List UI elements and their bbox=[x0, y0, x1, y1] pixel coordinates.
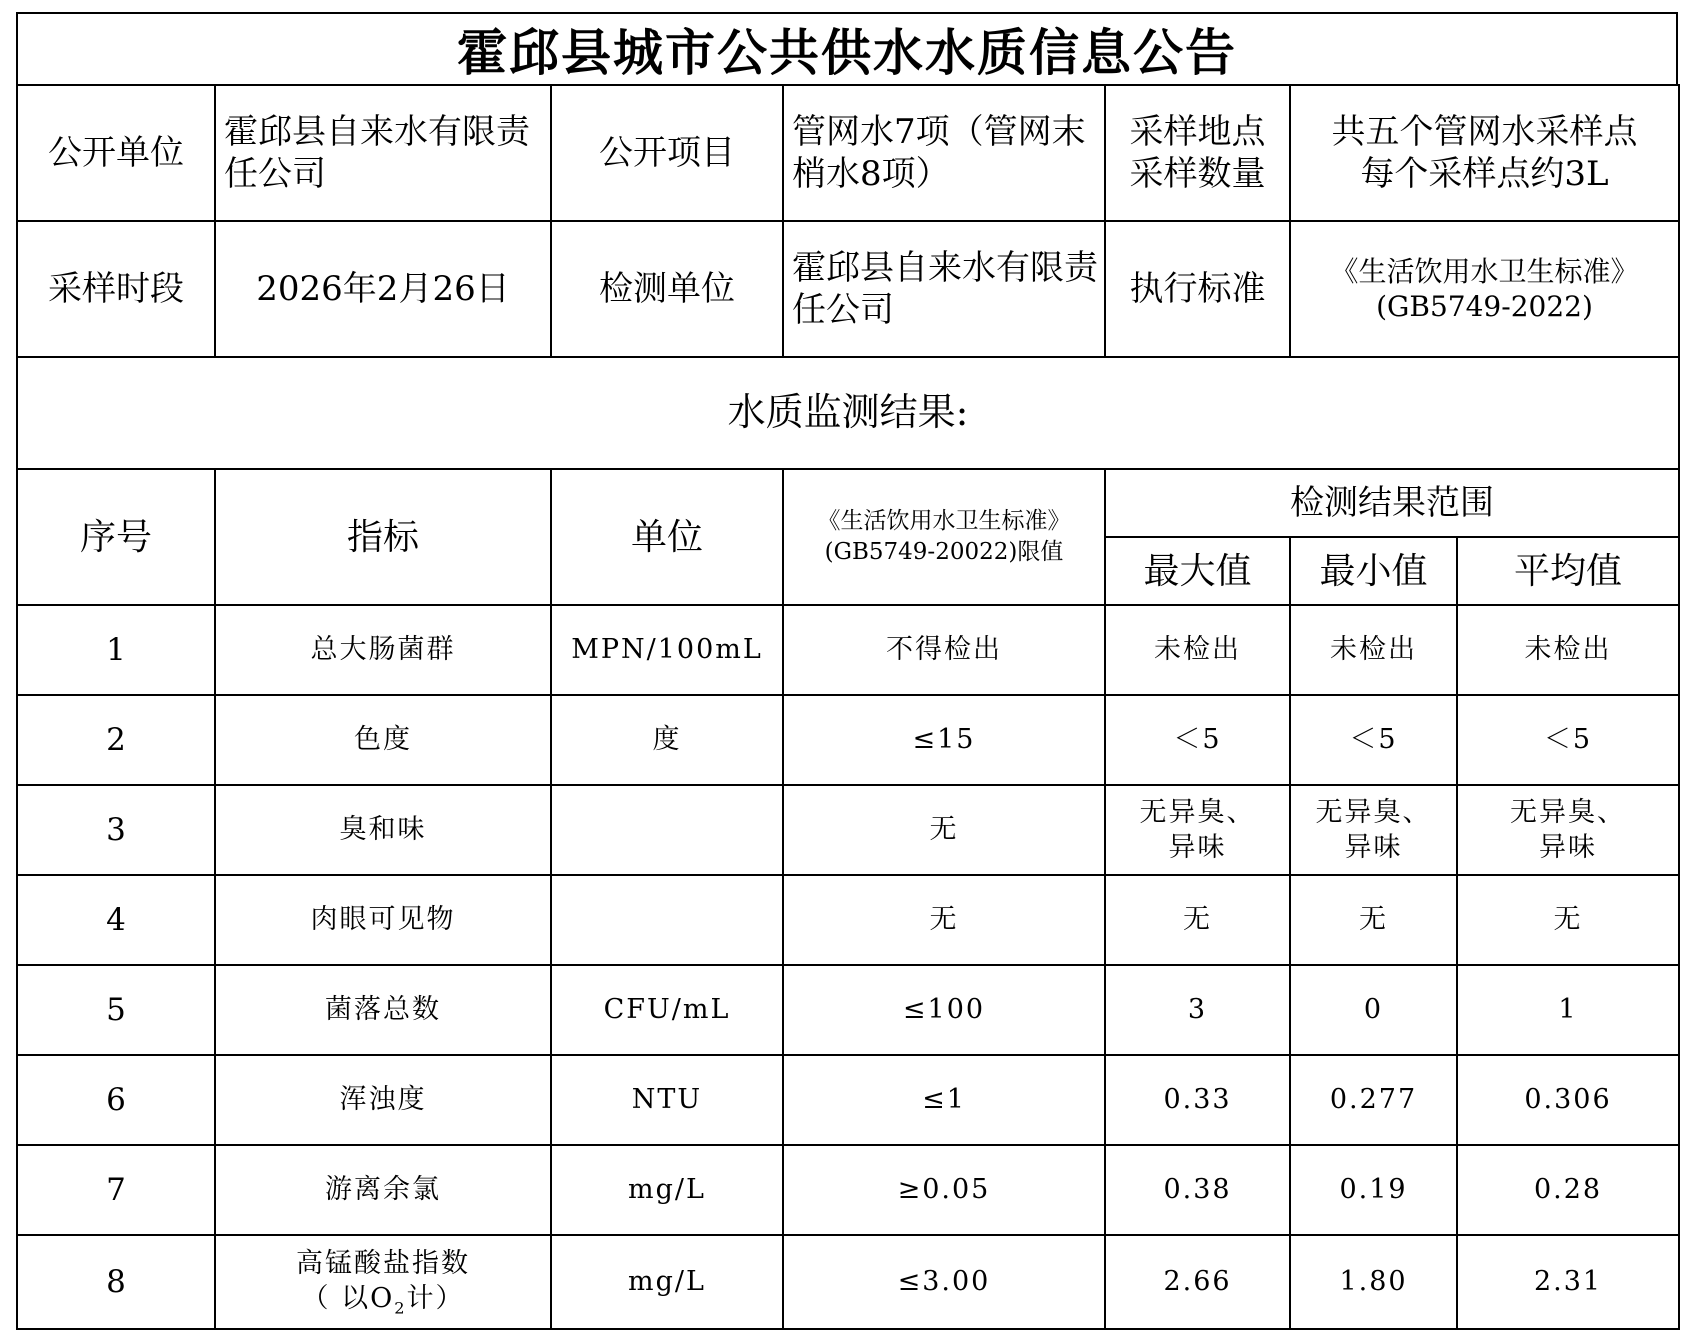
cell-unit: CFU/mL bbox=[551, 965, 783, 1055]
cell-max bbox=[1105, 785, 1290, 875]
cell-avg: 0.28 bbox=[1457, 1145, 1679, 1235]
cell-indicator: 浑浊度 bbox=[215, 1055, 551, 1145]
table-row bbox=[17, 965, 1679, 1055]
cell-max: 未检出 bbox=[1105, 605, 1290, 695]
cell-min: 未检出 bbox=[1290, 605, 1457, 695]
standard-value bbox=[1290, 221, 1679, 357]
col-indicator-header: 指标 bbox=[215, 469, 551, 605]
cell-unit: 度 bbox=[551, 695, 783, 785]
cell-indicator-line-2 bbox=[220, 1281, 546, 1318]
cell-indicator: 游离余氯 bbox=[215, 1145, 551, 1235]
cell-min: 无 bbox=[1290, 875, 1457, 965]
cell-max: ＜5 bbox=[1105, 695, 1290, 785]
period-value: 2026年2月26日 bbox=[215, 221, 551, 357]
cell-max-line-1: 无异臭、 bbox=[1139, 796, 1256, 828]
site-value bbox=[1290, 85, 1679, 221]
cell-max: 3 bbox=[1105, 965, 1290, 1055]
cell-limit: ≤3.00 bbox=[783, 1235, 1105, 1329]
info-row-2 bbox=[17, 221, 1679, 357]
cell-limit: ≥0.05 bbox=[783, 1145, 1105, 1235]
cell-avg-line-2: 异味 bbox=[1539, 832, 1597, 863]
col-min-header: 最小值 bbox=[1290, 537, 1457, 605]
cell-indicator: 臭和味 bbox=[215, 785, 551, 875]
cell-min: 0 bbox=[1290, 965, 1457, 1055]
cell-max: 0.38 bbox=[1105, 1145, 1290, 1235]
cell-max: 0.33 bbox=[1105, 1055, 1290, 1145]
cell-indicator-line-1: 高锰酸盐指数 bbox=[296, 1247, 470, 1279]
cell-limit: 无 bbox=[783, 875, 1105, 965]
table-row bbox=[17, 695, 1679, 785]
site-label bbox=[1105, 85, 1290, 221]
items-value: 管网水7项（管网末梢水8项） bbox=[783, 85, 1105, 221]
cell-seq: 1 bbox=[17, 605, 215, 695]
cell-seq: 2 bbox=[17, 695, 215, 785]
cell-indicator: 肉眼可见物 bbox=[215, 875, 551, 965]
lab-value: 霍邱县自来水有限责任公司 bbox=[783, 221, 1105, 357]
table-row bbox=[17, 605, 1679, 695]
cell-indicator: 菌落总数 bbox=[215, 965, 551, 1055]
cell-seq: 8 bbox=[17, 1235, 215, 1329]
standard-value-2: (GB5749-2022) bbox=[1376, 290, 1593, 323]
cell-unit: MPN/100mL bbox=[551, 605, 783, 695]
cell-limit: ≤100 bbox=[783, 965, 1105, 1055]
cell-indicator: 总大肠菌群 bbox=[215, 605, 551, 695]
col-limit-header-1: 《生活饮用水卫生标准》 bbox=[817, 507, 1071, 534]
cell-limit: 不得检出 bbox=[783, 605, 1105, 695]
cell-min: 1.80 bbox=[1290, 1235, 1457, 1329]
col-limit-header bbox=[783, 469, 1105, 605]
items-label: 公开项目 bbox=[551, 85, 783, 221]
cell-avg: 1 bbox=[1457, 965, 1679, 1055]
standard-value-1: 《生活饮用水卫生标准》 bbox=[1330, 255, 1639, 288]
cell-max: 2.66 bbox=[1105, 1235, 1290, 1329]
section-row bbox=[17, 357, 1679, 469]
water-quality-table bbox=[16, 84, 1680, 1330]
period-label: 采样时段 bbox=[17, 221, 215, 357]
section-title: 水质监测结果: bbox=[17, 357, 1679, 469]
cell-min: ＜5 bbox=[1290, 695, 1457, 785]
unit-value: 霍邱县自来水有限责任公司 bbox=[215, 85, 551, 221]
cell-min bbox=[1290, 785, 1457, 875]
cell-unit: NTU bbox=[551, 1055, 783, 1145]
table-row bbox=[17, 875, 1679, 965]
cell-limit: ≤15 bbox=[783, 695, 1105, 785]
cell-min-line-1: 无异臭、 bbox=[1315, 796, 1432, 828]
cell-unit: mg/L bbox=[551, 1235, 783, 1329]
cell-min-line-2: 异味 bbox=[1344, 832, 1403, 863]
cell-avg: 0.306 bbox=[1457, 1055, 1679, 1145]
col-range-group-header: 检测结果范围 bbox=[1105, 469, 1679, 537]
cell-seq: 5 bbox=[17, 965, 215, 1055]
cell-indicator bbox=[215, 1235, 551, 1329]
col-limit-header-2: (GB5749-20022)限值 bbox=[824, 539, 1064, 565]
site-label-2: 采样数量 bbox=[1129, 154, 1266, 194]
cell-indicator-line-2b: 计） bbox=[406, 1282, 465, 1314]
col-avg-header: 平均值 bbox=[1457, 537, 1679, 605]
cell-avg: 未检出 bbox=[1457, 605, 1679, 695]
col-seq-header: 序号 bbox=[17, 469, 215, 605]
col-max-header: 最大值 bbox=[1105, 537, 1290, 605]
cell-unit bbox=[551, 875, 783, 965]
cell-seq: 3 bbox=[17, 785, 215, 875]
col-unit-header: 单位 bbox=[551, 469, 783, 605]
lab-label: 检测单位 bbox=[551, 221, 783, 357]
cell-max-line-2: 异味 bbox=[1168, 832, 1227, 863]
cell-avg: 2.31 bbox=[1457, 1235, 1679, 1329]
table-row bbox=[17, 1145, 1679, 1235]
cell-limit: 无 bbox=[783, 785, 1105, 875]
standard-label: 执行标准 bbox=[1105, 221, 1290, 357]
page-title: 霍邱县城市公共供水水质信息公告 bbox=[16, 12, 1678, 84]
site-value-1: 共五个管网水采样点 bbox=[1331, 111, 1638, 152]
cell-max: 无 bbox=[1105, 875, 1290, 965]
cell-min: 0.19 bbox=[1290, 1145, 1457, 1235]
cell-avg: ＜5 bbox=[1457, 695, 1679, 785]
cell-unit bbox=[551, 785, 783, 875]
cell-avg-line-1: 无异臭、 bbox=[1510, 796, 1626, 828]
cell-min: 0.277 bbox=[1290, 1055, 1457, 1145]
site-value-2: 每个采样点约3L bbox=[1360, 154, 1609, 194]
cell-unit: mg/L bbox=[551, 1145, 783, 1235]
table-row bbox=[17, 1235, 1679, 1329]
cell-indicator: 色度 bbox=[215, 695, 551, 785]
cell-indicator-line-2a: （ 以O bbox=[301, 1282, 395, 1314]
site-label-1: 采样地点 bbox=[1129, 111, 1266, 152]
cell-limit: ≤1 bbox=[783, 1055, 1105, 1145]
cell-avg bbox=[1457, 785, 1679, 875]
table-row bbox=[17, 1055, 1679, 1145]
cell-avg: 无 bbox=[1457, 875, 1679, 965]
cell-seq: 6 bbox=[17, 1055, 215, 1145]
table-row bbox=[17, 785, 1679, 875]
cell-indicator-subscript: 2 bbox=[394, 1298, 407, 1318]
unit-label: 公开单位 bbox=[17, 85, 215, 221]
info-row-1 bbox=[17, 85, 1679, 221]
header-row-1 bbox=[17, 469, 1679, 537]
cell-seq: 7 bbox=[17, 1145, 215, 1235]
cell-seq: 4 bbox=[17, 875, 215, 965]
